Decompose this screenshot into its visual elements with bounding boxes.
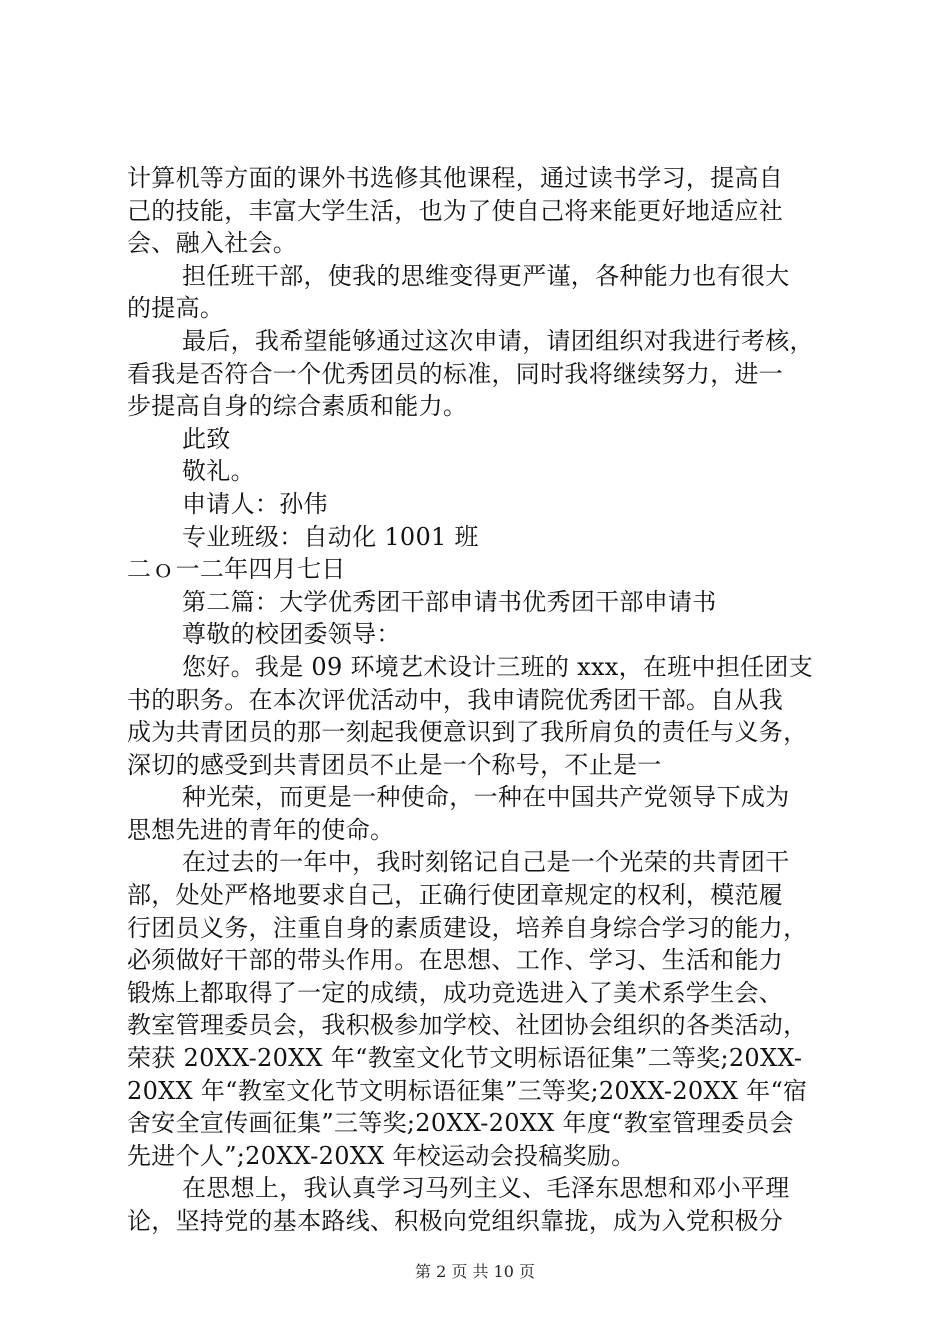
text-line: 申请人：孙伟: [182, 489, 328, 518]
text-line: 深切的感受到共青团员不止是一个称号，不止是一: [127, 750, 662, 779]
text-line: 书的职务。在本次评优活动中，我申请院优秀团干部。自从我: [127, 685, 784, 714]
text-line: 思想先进的青年的使命。: [127, 815, 395, 844]
text-line: 部，处处严格地要求自己，正确行使团章规定的权利，模范履: [127, 881, 784, 910]
text-line: 在思想上，我认真学习马列主义、毛泽东思想和邓小平理: [182, 1174, 790, 1203]
text-line: 舍安全宣传画征集”三等奖;20XX-20XX 年度“教室管理委员会: [127, 1109, 794, 1138]
text-line: 尊敬的校团委领导：: [182, 620, 401, 649]
text-line: 己的技能，丰富大学生活，也为了使自己将来能更好地适应社: [127, 196, 784, 225]
text-line: 种光荣，而更是一种使命，一种在中国共产党领导下成为: [182, 783, 790, 812]
text-line: 的提高。: [127, 294, 225, 323]
text-line: 论，坚持党的基本路线、积极向党组织靠拢，成为入党积极分: [127, 1207, 784, 1235]
text-line: 此致: [182, 424, 231, 453]
text-line: 成为共青团员的那一刻起我便意识到了我所肩负的责任与义务，: [127, 718, 808, 747]
text-line: 会、融入社会。: [127, 229, 298, 258]
text-line: 先进个人”;20XX-20XX 年校运动会投稿奖励。: [127, 1141, 636, 1170]
text-line: 专业班级：自动化 1001 班: [182, 522, 479, 551]
text-line: 第二篇：大学优秀团干部申请书优秀团干部申请书: [182, 587, 717, 616]
text-line: 教室管理委员会，我积极参加学校、社团协会组织的各类活动，: [127, 1011, 808, 1040]
text-line: 在过去的一年中，我时刻铭记自己是一个光荣的共青团干: [182, 848, 790, 877]
text-line: 敬礼。: [182, 457, 255, 486]
text-line: 锻炼上都取得了一定的成绩，成功竞选进入了美术系学生会、: [127, 978, 784, 1007]
text-line: 必须做好干部的带头作用。在思想、工作、学习、生活和能力: [127, 946, 784, 975]
page-footer: 第 2 页 共 10 页: [415, 1262, 535, 1281]
text-line: 最后，我希望能够通过这次申请，请团组织对我进行考核，: [182, 326, 814, 355]
text-line: 行团员义务，注重自身的素质建设，培养自身综合学习的能力，: [127, 913, 808, 942]
text-line: 您好。我是 09 环境艺术设计三班的 xxx，在班中担任团支: [182, 652, 814, 681]
text-line: 计算机等方面的课外书选修其他课程，通过读书学习，提高自: [127, 164, 784, 192]
text-line: 二ｏ一二年四月七日: [127, 555, 346, 584]
text-line: 担任班干部，使我的思维变得更严谨，各种能力也有很大: [182, 261, 790, 290]
text-line: 步提高自身的综合素质和能力。: [127, 392, 468, 421]
text-line: 20XX 年“教室文化节文明标语征集”三等奖;20XX-20XX 年“宿: [127, 1076, 808, 1105]
document-body: [127, 162, 827, 1238]
text-line: 荣获 20XX-20XX 年“教室文化节文明标语征集”二等奖;20XX-: [127, 1044, 803, 1073]
text-line: 看我是否符合一个优秀团员的标准，同时我将继续努力，进一: [127, 359, 784, 388]
